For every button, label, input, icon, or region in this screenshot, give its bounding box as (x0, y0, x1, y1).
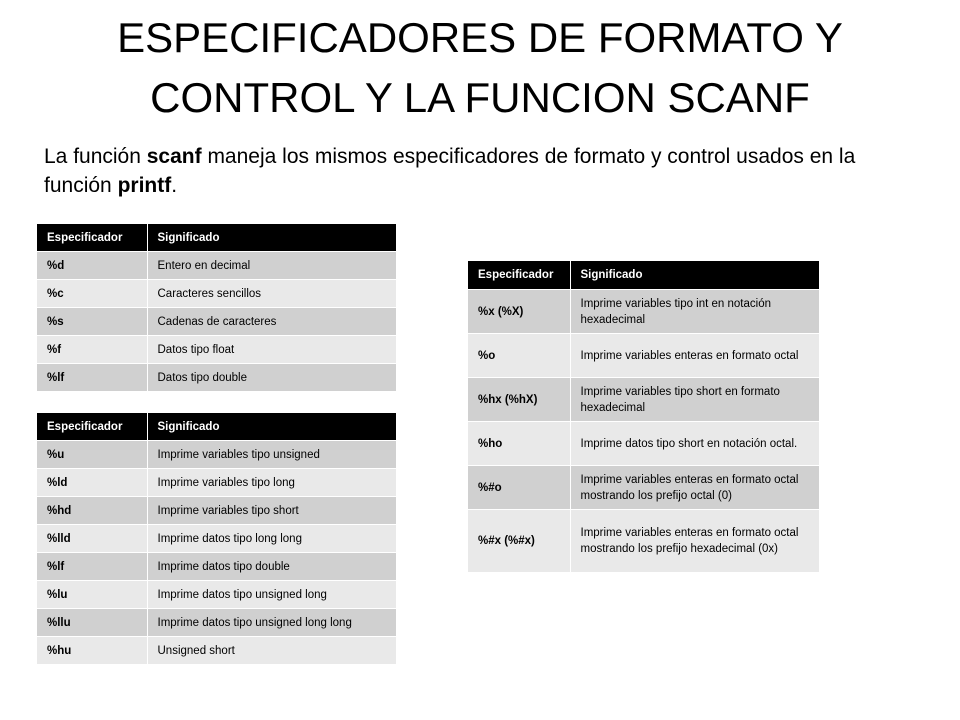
column-header-specifier: Especificador (37, 413, 147, 441)
column-header-specifier: Especificador (37, 224, 147, 252)
table-row (468, 334, 820, 378)
meaning-cell: Imprime variables tipo long (147, 469, 397, 497)
meaning-cell: Unsigned short (147, 637, 397, 665)
specifier-cell: %lf (37, 364, 147, 392)
column-header-meaning: Significado (147, 224, 397, 252)
table-header-row (468, 261, 820, 290)
meaning-cell: Imprime datos tipo unsigned long long (147, 609, 397, 637)
specifier-cell: %s (37, 308, 147, 336)
specifier-cell: %ld (37, 469, 147, 497)
specifier-cell: %c (37, 280, 147, 308)
intro-text-1: La función (44, 145, 147, 168)
table-row (37, 553, 397, 581)
table-row (37, 280, 397, 308)
table-row (37, 637, 397, 665)
specifier-cell: %lld (37, 525, 147, 553)
table-row (468, 466, 820, 510)
slide-title-line-2: CONTROL Y LA FUNCION SCANF (150, 74, 810, 121)
table-row (468, 290, 820, 334)
specifier-cell: %u (37, 441, 147, 469)
table-header-row (37, 224, 397, 252)
specifier-cell: %hu (37, 637, 147, 665)
meaning-cell: Imprime variables tipo short en formato hexadecimal (570, 378, 820, 422)
meaning-cell: Imprime datos tipo double (147, 553, 397, 581)
slide-title-line-1: ESPECIFICADORES DE FORMATO Y (117, 14, 843, 61)
table-header-row (37, 413, 397, 441)
intro-text-3: . (171, 174, 178, 197)
table-row (37, 497, 397, 525)
column-header-meaning: Significado (147, 413, 397, 441)
intro-paragraph (44, 142, 904, 200)
hex-octal-specifiers-table (468, 261, 820, 572)
meaning-cell: Imprime variables enteras en formato octal mostrando los prefijo hexadecimal (0x) (570, 510, 820, 573)
meaning-cell: Cadenas de caracteres (147, 308, 397, 336)
specifier-cell: %#x (%#x) (468, 510, 570, 573)
meaning-cell: Imprime variables enteras en formato octal mostrando los prefijo octal (0) (570, 466, 820, 510)
intro-bold-scanf: scanf (146, 145, 202, 168)
specifier-cell: %f (37, 336, 147, 364)
meaning-cell: Imprime variables tipo short (147, 497, 397, 525)
table-row (37, 469, 397, 497)
column-header-meaning: Significado (570, 261, 820, 290)
specifier-cell: %lu (37, 581, 147, 609)
specifier-cell: %o (468, 334, 570, 378)
column-header-specifier: Especificador (468, 261, 570, 290)
length-modifier-specifiers-table (37, 413, 397, 664)
intro-text-2: maneja los mismos especificadores de formato y control usados en la función (44, 145, 856, 197)
table-row (37, 364, 397, 392)
specifier-cell: %lf (37, 553, 147, 581)
intro-bold-printf: printf (117, 174, 172, 197)
slide-title (0, 8, 960, 128)
meaning-cell: Datos tipo double (147, 364, 397, 392)
specifier-cell: %d (37, 252, 147, 280)
specifier-cell: %x (%X) (468, 290, 570, 334)
specifier-cell: %#o (468, 466, 570, 510)
specifier-cell: %ho (468, 422, 570, 466)
table-row (468, 422, 820, 466)
table-row (468, 378, 820, 422)
table-row (37, 308, 397, 336)
meaning-cell: Entero en decimal (147, 252, 397, 280)
table-row (37, 336, 397, 364)
meaning-cell: Imprime datos tipo unsigned long (147, 581, 397, 609)
basic-specifiers-table (37, 224, 397, 391)
meaning-cell: Imprime datos tipo long long (147, 525, 397, 553)
meaning-cell: Datos tipo float (147, 336, 397, 364)
table-row (37, 252, 397, 280)
meaning-cell: Imprime variables tipo int en notación hexadecimal (570, 290, 820, 334)
meaning-cell: Imprime variables enteras en formato octal (570, 334, 820, 378)
table-row (37, 525, 397, 553)
specifier-cell: %hx (%hX) (468, 378, 570, 422)
table-row (468, 510, 820, 573)
table-row (37, 581, 397, 609)
specifier-cell: %hd (37, 497, 147, 525)
table-row (37, 609, 397, 637)
meaning-cell: Imprime variables tipo unsigned (147, 441, 397, 469)
meaning-cell: Imprime datos tipo short en notación octal. (570, 422, 820, 466)
specifier-cell: %llu (37, 609, 147, 637)
table-row (37, 441, 397, 469)
meaning-cell: Caracteres sencillos (147, 280, 397, 308)
